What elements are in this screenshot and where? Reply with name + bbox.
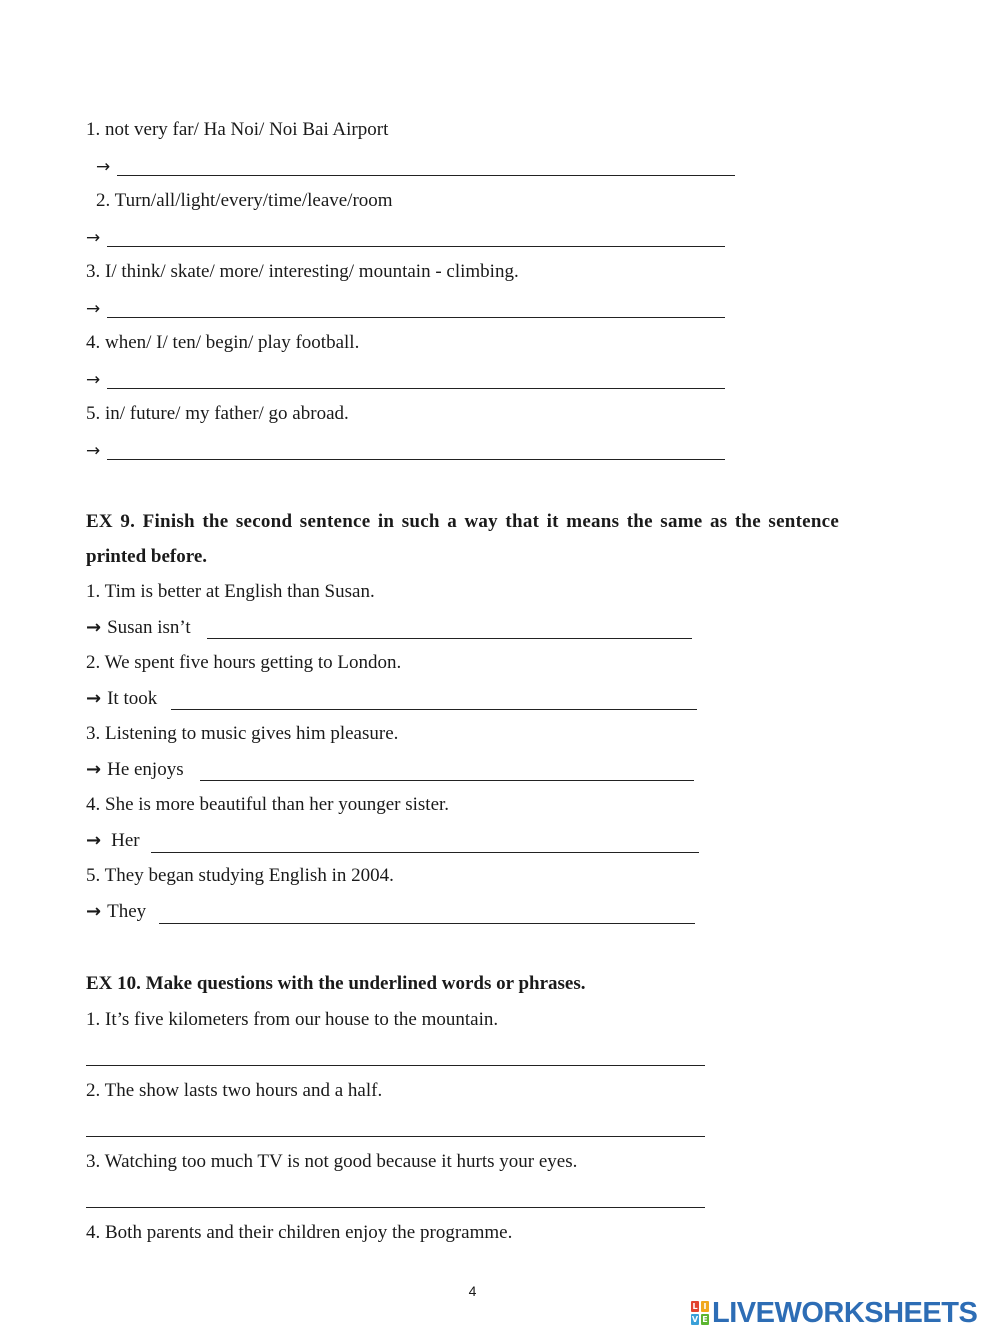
ex9-item-5-sentence: 5. They began studying English in 2004. xyxy=(86,865,394,886)
ex10-item-1-answer-line[interactable] xyxy=(86,1065,705,1066)
arrow-icon: → xyxy=(86,759,102,780)
ex8-item-3-arrow: → xyxy=(86,299,101,319)
ex9-item-1-sentence: 1. Tim is better at English than Susan. xyxy=(86,581,375,602)
liveworksheets-logo xyxy=(691,1297,977,1329)
ex9-item-2-rewrite xyxy=(86,687,157,711)
ex8-item-3-answer-line[interactable] xyxy=(107,317,725,318)
ex9-item-5-starter: They xyxy=(107,901,147,922)
ex9-item-1-rewrite xyxy=(86,616,191,640)
ex9-item-2-answer-line[interactable] xyxy=(171,709,697,710)
ex8-item-5-answer-line[interactable] xyxy=(107,459,725,460)
logo-letter-e: E xyxy=(702,1315,708,1324)
ex10-item-2: 2. The show lasts two hours and a half. xyxy=(86,1080,383,1101)
ex9-item-3-starter: He enjoys xyxy=(107,759,184,780)
logo-letter-l: L xyxy=(692,1302,698,1311)
ex9-item-1-answer-line[interactable] xyxy=(207,638,692,639)
logo-mark-icon xyxy=(691,1301,709,1325)
arrow-icon: → xyxy=(86,901,102,922)
ex9-item-4-answer-line[interactable] xyxy=(151,852,699,853)
arrow-icon: → xyxy=(86,688,102,709)
ex9-item-3-answer-line[interactable] xyxy=(200,780,694,781)
ex9-item-2-sentence: 2. We spent five hours getting to London. xyxy=(86,652,402,673)
ex9-heading-line2: printed before. xyxy=(86,546,208,567)
ex8-item-3-prompt: 3. I/ think/ skate/ more/ interesting/ mountain - climbing. xyxy=(86,261,519,282)
ex8-item-2-arrow: → xyxy=(86,228,101,248)
ex8-item-4-answer-line[interactable] xyxy=(107,388,725,389)
ex9-item-3-rewrite xyxy=(86,758,184,782)
logo-wordmark: LIVEWORKSHEETS xyxy=(712,1296,978,1329)
ex10-item-3: 3. Watching too much TV is not good because it hurts your eyes. xyxy=(86,1151,578,1172)
arrow-icon: → xyxy=(86,617,102,638)
ex8-item-1-answer-line[interactable] xyxy=(117,175,735,176)
ex10-item-1: 1. It’s five kilometers from our house to the mountain. xyxy=(86,1009,499,1030)
ex8-item-5-prompt: 5. in/ future/ my father/ go abroad. xyxy=(86,403,349,424)
logo-letter-i: I xyxy=(701,1301,709,1312)
ex8-item-5-arrow: → xyxy=(86,441,101,461)
ex8-item-4-arrow: → xyxy=(86,370,101,390)
page-number: 4 xyxy=(468,1283,477,1299)
ex9-item-2-starter: It took xyxy=(107,688,158,709)
ex9-item-4-rewrite xyxy=(86,829,140,853)
ex9-item-4-starter: Her xyxy=(111,830,140,851)
ex9-item-1-starter: Susan isn’t xyxy=(107,617,191,638)
ex8-item-2-answer-line[interactable] xyxy=(107,246,725,247)
ex9-item-4-sentence: 4. She is more beautiful than her younger sister. xyxy=(86,794,450,815)
ex8-item-2-prompt: 2. Turn/all/light/every/time/leave/room xyxy=(96,190,393,211)
ex10-item-4: 4. Both parents and their children enjoy the programme. xyxy=(86,1222,513,1243)
ex8-item-1-prompt: 1. not very far/ Ha Noi/ Noi Bai Airport xyxy=(86,119,389,140)
ex9-heading-line1: EX 9. Finish the second sentence in such a way that it means the same as the sentence xyxy=(86,511,840,532)
ex9-item-3-sentence: 3. Listening to music gives him pleasure. xyxy=(86,723,399,744)
ex9-item-5-rewrite xyxy=(86,900,146,924)
ex9-item-5-answer-line[interactable] xyxy=(159,923,695,924)
arrow-icon: → xyxy=(86,830,102,851)
ex8-item-4-prompt: 4. when/ I/ ten/ begin/ play football. xyxy=(86,332,360,353)
logo-letter-v: V xyxy=(691,1315,699,1324)
ex10-item-2-answer-line[interactable] xyxy=(86,1136,705,1137)
ex8-item-1-arrow: → xyxy=(96,157,111,177)
ex10-item-3-answer-line[interactable] xyxy=(86,1207,705,1208)
ex10-heading: EX 10. Make questions with the underlined words or phrases. xyxy=(86,973,586,994)
